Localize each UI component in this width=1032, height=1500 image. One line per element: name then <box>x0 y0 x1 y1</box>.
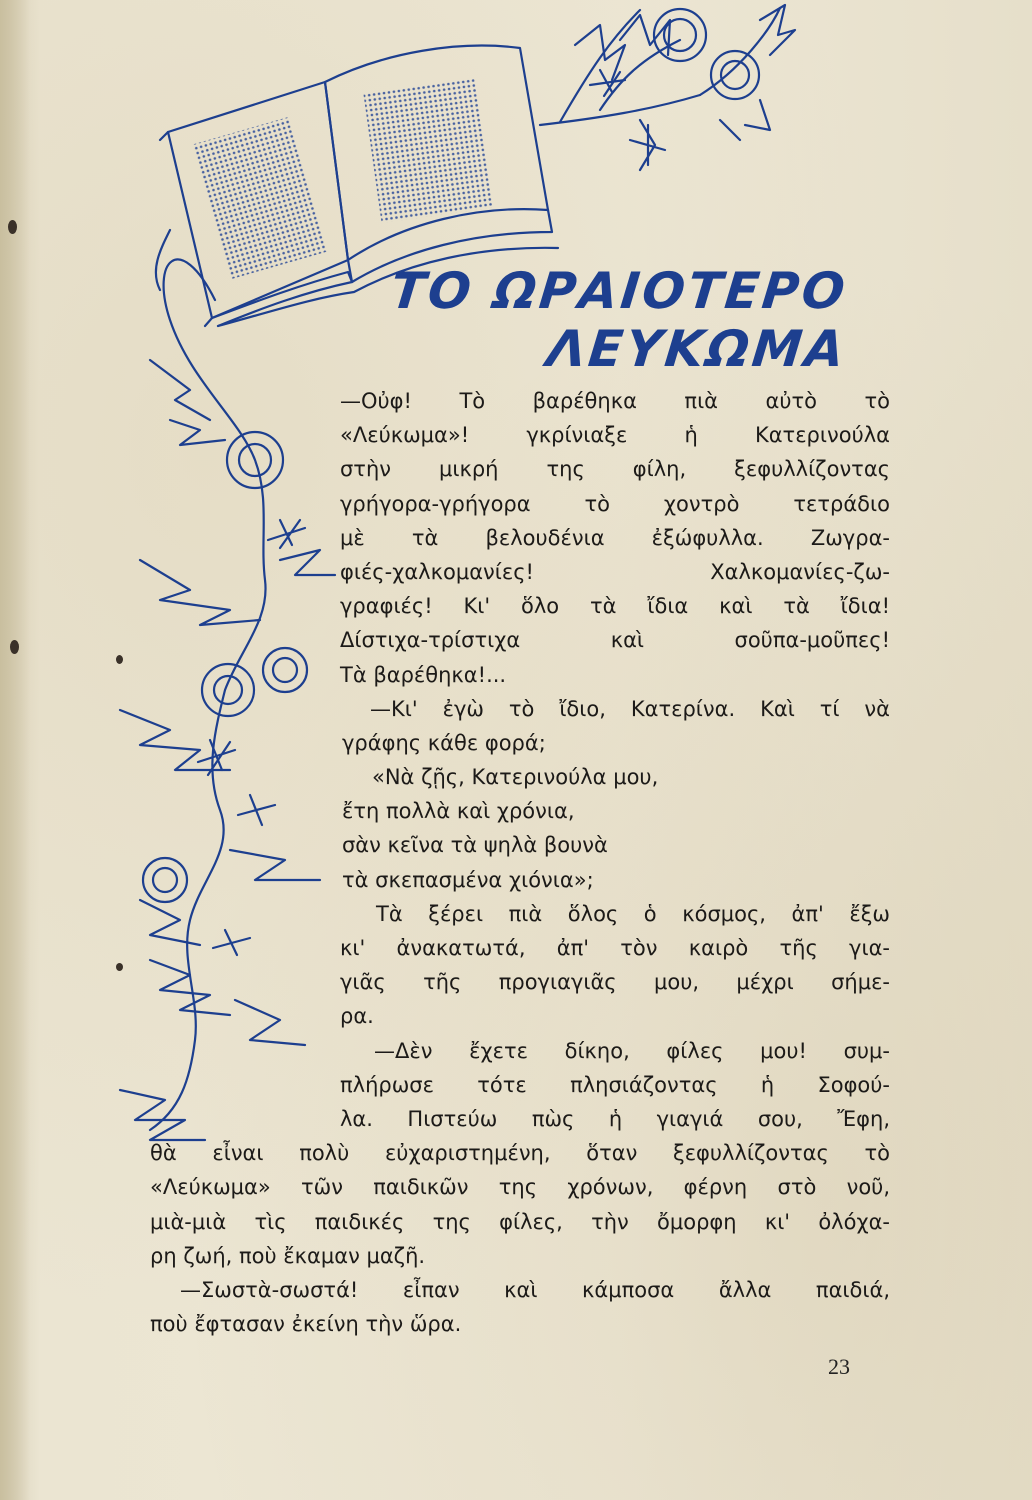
text-line: γρήγορα-γρήγορα τὸ χοντρὸ τετράδιο <box>340 491 890 516</box>
text-line: θὰ εἶναι πολὺ εὐχαριστημένη, ὅταν ξεφυλλίζοντας τὸ <box>150 1141 890 1166</box>
text-line: φιές-χαλκομανίες! Χαλκομανίες-ζω- <box>340 559 890 584</box>
text-line: γιᾶς τῆς προγιαγιᾶς μου, μέχρι σήμε- <box>340 970 890 995</box>
page-title-line2: ΛΕΥΚΩΜΑ <box>544 320 851 378</box>
text-line: γράφης κάθε φορά; <box>342 730 546 755</box>
text-line: ποὺ ἔφτασαν ἐκείνη τὴν ὥρα. <box>150 1312 462 1337</box>
text-line: «Νὰ ζῇς, Κατερινούλα μου, <box>372 765 659 790</box>
text-line: στὴν μικρή της φίλη, ξεφυλλίζοντας <box>340 457 890 482</box>
text-line: μιὰ-μιὰ τὶς παιδικές της φίλες, τὴν ὄμορφη κι' ὀλόχα- <box>150 1209 890 1234</box>
top-flowers-icon <box>540 5 795 170</box>
page-title: ΤΟ ΩΡΑΙΟΤΕΡΟ <box>387 262 851 320</box>
text-line: Δίστιχα-τρίστιχα καὶ σοῦπα-μοῦπες! <box>340 628 890 653</box>
text-line: πλήρωσε τότε πλησιάζοντας ἡ Σοφού- <box>340 1072 890 1097</box>
text-line: «Λεύκωμα»! γκρίνιαξε ἡ Κατερινούλα <box>340 423 890 448</box>
text-line: γραφιές! Κι' ὅλο τὰ ἴδια καὶ τὰ ἴδια! <box>340 594 890 619</box>
text-line: —Σωστὰ-σωστά! εἶπαν καὶ κάμποσα ἄλλα παιδιά, <box>180 1277 890 1302</box>
page-number: 23 <box>828 1354 850 1379</box>
text-line: —Οὐφ! Τὸ βαρέθηκα πιὰ αὐτὸ τὸ <box>340 389 890 413</box>
text-line: κι' ἀνακατωτά, ἀπ' τὸν καιρὸ τῆς για- <box>340 936 890 960</box>
text-line: Τὰ ξέρει πιὰ ὅλος ὁ κόσμος, ἀπ' ἔξω <box>376 901 890 926</box>
text-line: σὰν κεῖνα τὰ ψηλὰ βουνὰ <box>342 833 608 858</box>
text-line: «Λεύκωμα» τῶν παιδικῶν της χρόνων, φέρνη στὸ νοῦ, <box>150 1175 890 1200</box>
text-line: λα. Πιστεύω πὼς ἡ γιαγιά σου, Ἔφη, <box>340 1106 890 1131</box>
text-line: ρα. <box>340 1004 374 1029</box>
text-line: ἔτη πολλὰ καὶ χρόνια, <box>342 799 575 824</box>
text-line: —Κι' ἐγὼ τὸ ἴδιο, Κατερίνα. Καὶ τί νὰ <box>370 696 890 721</box>
text-line: —Δὲν ἔχετε δίκηο, φίλες μου! συμ- <box>374 1038 890 1063</box>
text-line: Τὰ βαρέθηκα!... <box>340 662 507 687</box>
text-line: ρη ζωή, ποὺ ἔκαμαν μαζῆ. <box>150 1243 426 1268</box>
story-text <box>150 384 890 1341</box>
text-line: τὰ σκεπασμένα χιόνια»; <box>342 867 594 892</box>
text-line: μὲ τὰ βελουδένια ἐξώφυλλα. Ζωγρα- <box>340 525 890 550</box>
